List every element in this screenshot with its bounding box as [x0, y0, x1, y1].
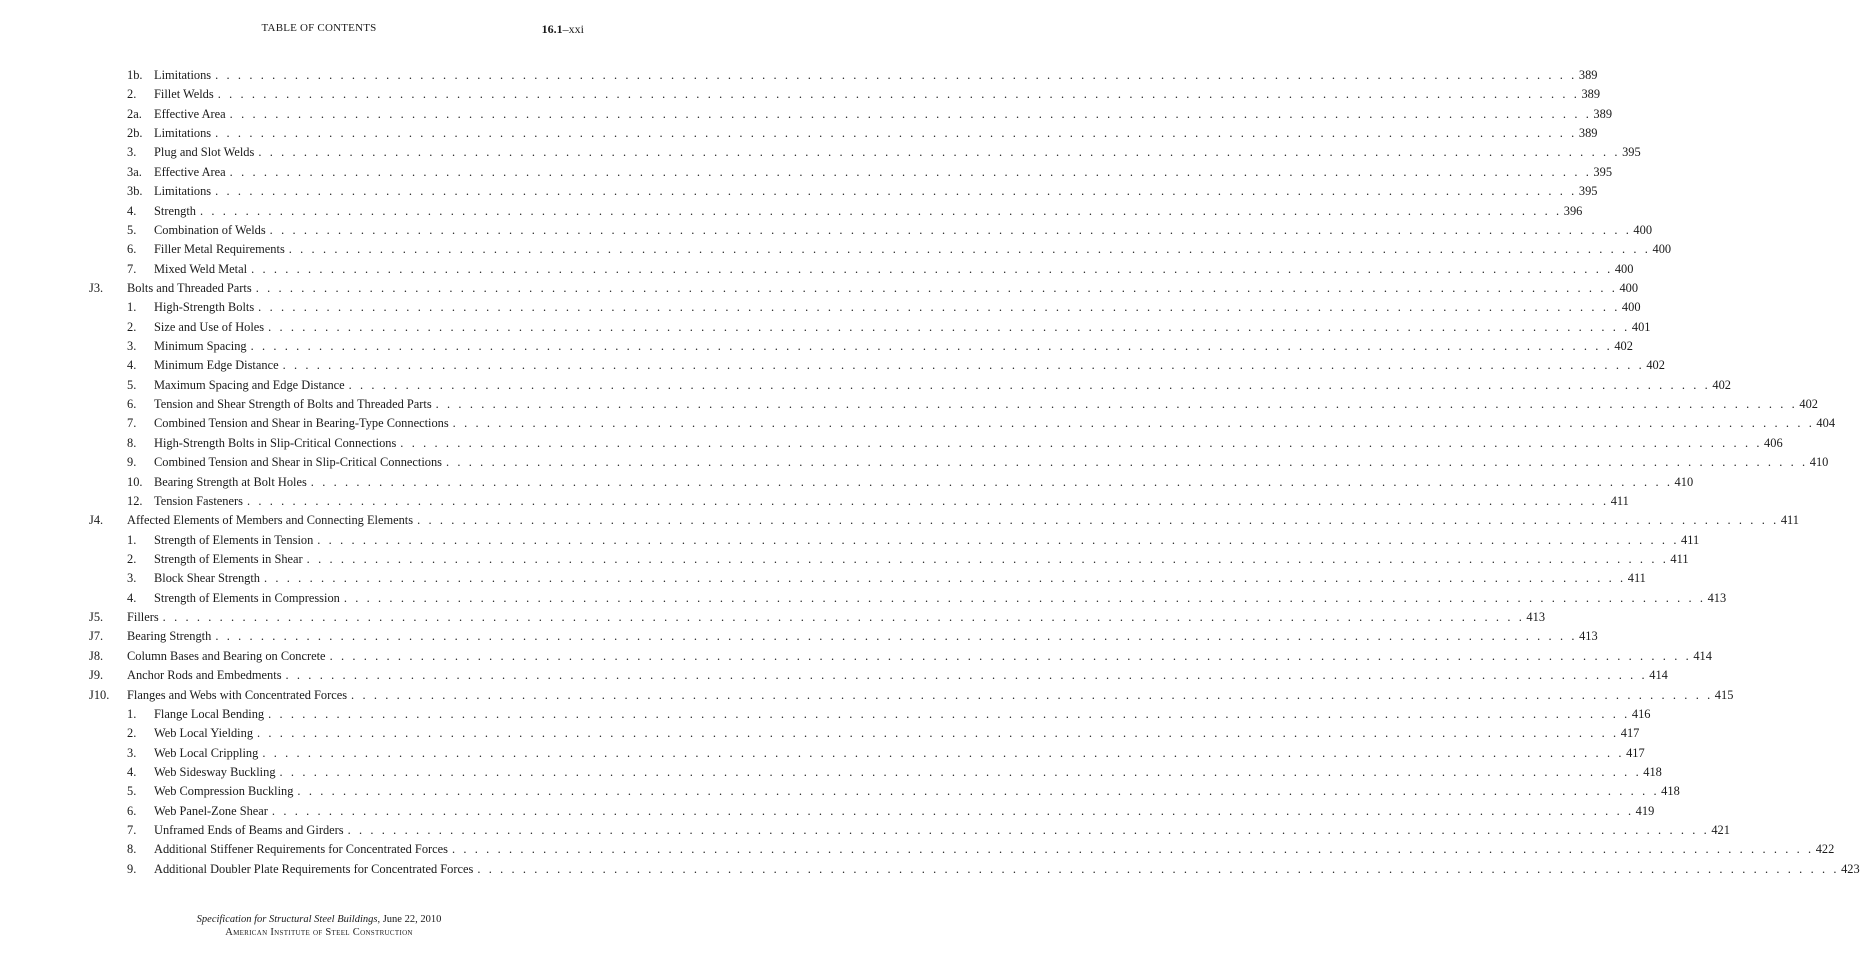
dot-leader: . . . . . . . . . . . . . . . . . . . . . . . . . . . . . . . . . . . . . . . . . . . . . . . . . . . . . . . . . . . . . . . . . . . . . . . . . . . . . . . . . . . . . . . . . . . . . . . . . . . . . . . . . . . . . . . . . . . . . . . .	[258, 300, 1620, 315]
toc-row	[0, 473, 1694, 492]
toc-page-number: 402	[1646, 358, 1665, 373]
toc-entry	[154, 860, 1860, 879]
toc-row	[0, 550, 1689, 569]
dot-leader: . . . . . . . . . . . . . . . . . . . . . . . . . . . . . . . . . . . . . . . . . . . . . . . . . . . . . . . . . . . . . . . . . . . . . . . . . . . . . . . . . . . . . . . . . . . . . . . . . . . . . . . . . . . . . . . . . . . . . . . .	[229, 164, 1592, 179]
toc-item-number: 6.	[127, 397, 137, 412]
toc-item-number: 8.	[127, 842, 137, 857]
toc-row	[0, 66, 1598, 85]
toc-row	[0, 608, 1546, 627]
toc-entry	[154, 105, 1613, 124]
toc-entry-title: Bolts and Threaded Parts	[127, 280, 252, 295]
toc-entry-title: High-Strength Bolts in Slip-Critical Connections	[154, 435, 397, 450]
footer-date: , June 22, 2010	[377, 914, 442, 925]
dot-leader: . . . . . . . . . . . . . . . . . . . . . . . . . . . . . . . . . . . . . . . . . . . . . . . . . . . . . . . . . . . . . . . . . . . . . . . . . . . . . . . . . . . . . . . . . . . . . . . . . . . . . . . . . . . . . . . . . . . . . . . .	[229, 106, 1592, 121]
toc-entry	[127, 608, 1546, 627]
toc-section-number: J7.	[89, 629, 104, 644]
toc-row	[0, 627, 1598, 646]
toc-entry	[154, 550, 1689, 569]
table-of-contents	[0, 66, 1860, 879]
toc-entry-title: Web Sidesway Buckling	[154, 764, 276, 779]
toc-row	[0, 453, 1829, 472]
toc-entry-title: Size and Use of Holes	[154, 319, 265, 334]
toc-page-number: 389	[1581, 87, 1601, 102]
toc-section-number: J3.	[89, 280, 104, 295]
toc-entry-title: Minimum Edge Distance	[154, 358, 279, 373]
toc-row	[0, 298, 1641, 317]
toc-page-number: 395	[1578, 184, 1598, 199]
toc-entry-title: Tension Fasteners	[154, 493, 243, 508]
toc-item-number: 7.	[127, 261, 137, 276]
toc-entry	[154, 821, 1730, 840]
toc-entry	[154, 414, 1836, 433]
toc-entry-title: Combined Tension and Shear in Bearing-Type Connections	[154, 416, 449, 431]
toc-entry-title: Tension and Shear Strength of Bolts and Threaded Parts	[154, 397, 432, 412]
toc-row	[0, 860, 1860, 879]
toc-section-number: J10.	[89, 687, 110, 702]
footer-publisher: American Institute of Steel Construction	[225, 927, 413, 938]
toc-page-number: 419	[1635, 803, 1655, 818]
toc-entry-title: Effective Area	[154, 164, 226, 179]
page-footer	[0, 913, 638, 939]
toc-row	[0, 414, 1836, 433]
toc-page-number: 414	[1649, 668, 1668, 683]
toc-entry	[154, 840, 1835, 859]
footer-spec-title: Specification for Structural Steel Buildings	[196, 914, 378, 925]
toc-page-number: 410	[1674, 474, 1694, 489]
dot-leader: . . . . . . . . . . . . . . . . . . . . . . . . . . . . . . . . . . . . . . . . . . . . . . . . . . . . . . . . . . . . . . . . . . . . . . . . . . . . . . . . . . . . . . . . . . . . . . . . . . . . . . . . . . . . . . . . . . . . . . . .	[282, 358, 1645, 373]
toc-entry	[127, 647, 1712, 666]
dot-leader: . . . . . . . . . . . . . . . . . . . . . . . . . . . . . . . . . . . . . . . . . . . . . . . . . . . . . . . . . . . . . . . . . . . . . . . . . . . . . . . . . . . . . . . . . . . . . . . . . . . . . . . . . . . . . . . . . . . . . . . .	[215, 68, 1577, 82]
toc-row	[0, 589, 1727, 608]
dot-leader: . . . . . . . . . . . . . . . . . . . . . . . . . . . . . . . . . . . . . . . . . . . . . . . . . . . . . . . . . . . . . . . . . . . . . . . . . . . . . . . . . . . . . . . . . . . . . . . . . . . . . . . . . . . . . . . . . . . . . . . .	[285, 668, 1648, 683]
toc-entry-title: Web Compression Buckling	[154, 784, 294, 799]
dot-leader: . . . . . . . . . . . . . . . . . . . . . . . . . . . . . . . . . . . . . . . . . . . . . . . . . . . . . . . . . . . . . . . . . . . . . . . . . . . . . . . . . . . . . . . . . . . . . . . . . . . . . . . . . . . . . . . . . . . . . . . .	[446, 455, 1808, 470]
toc-page-number: 395	[1622, 145, 1641, 160]
dot-leader: . . . . . . . . . . . . . . . . . . . . . . . . . . . . . . . . . . . . . . . . . . . . . . . . . . . . . . . . . . . . . . . . . . . . . . . . . . . . . . . . . . . . . . . . . . . . . . . . . . . . . . . . . . . . . . . . . . . . . . . .	[351, 687, 1713, 702]
dot-leader: . . . . . . . . . . . . . . . . . . . . . . . . . . . . . . . . . . . . . . . . . . . . . . . . . . . . . . . . . . . . . . . . . . . . . . . . . . . . . . . . . . . . . . . . . . . . . . . . . . . . . . . . . . . . . . . . . . . . . . . .	[246, 493, 1609, 508]
toc-entry	[154, 802, 1655, 821]
toc-page-number: 416	[1631, 706, 1651, 721]
dot-leader: . . . . . . . . . . . . . . . . . . . . . . . . . . . . . . . . . . . . . . . . . . . . . . . . . . . . . . . . . . . . . . . . . . . . . . . . . . . . . . . . . . . . . . . . . . . . . . . . . . . . . . . . . . . . . . . . . . . . . . . .	[348, 377, 1711, 392]
toc-page-number: 413	[1707, 590, 1727, 605]
dot-leader: . . . . . . . . . . . . . . . . . . . . . . . . . . . . . . . . . . . . . . . . . . . . . . . . . . . . . . . . . . . . . . . . . . . . . . . . . . . . . . . . . . . . . . . . . . . . . . . . . . . . . . . . . . . . . . . . . . . . . . . .	[215, 126, 1577, 141]
toc-page-number: 401	[1631, 319, 1651, 334]
toc-entry-title: Web Local Crippling	[154, 745, 259, 760]
toc-page-number: 414	[1693, 648, 1712, 663]
dot-leader: . . . . . . . . . . . . . . . . . . . . . . . . . . . . . . . . . . . . . . . . . . . . . . . . . . . . . . . . . . . . . . . . . . . . . . . . . . . . . . . . . . . . . . . . . . . . . . . . . . . . . . . . . . . . . . . . . . . . . . . .	[251, 261, 1613, 276]
toc-page-number: 411	[1670, 551, 1689, 566]
toc-entry	[154, 782, 1680, 801]
toc-entry-title: Plug and Slot Welds	[154, 145, 255, 160]
toc-page-number: 411	[1610, 493, 1629, 508]
toc-item-number: 5.	[127, 222, 137, 237]
toc-page-number: 418	[1661, 784, 1680, 799]
toc-row	[0, 686, 1734, 705]
toc-item-number: 2.	[127, 726, 137, 741]
toc-page-number: 396	[1563, 203, 1583, 218]
toc-row	[0, 492, 1629, 511]
toc-row	[0, 318, 1651, 337]
toc-row	[0, 434, 1783, 453]
toc-item-number: 9.	[127, 455, 137, 470]
toc-entry	[154, 492, 1629, 511]
toc-page-number: 402	[1614, 339, 1633, 354]
toc-entry-title: Column Bases and Bearing on Concrete	[127, 648, 326, 663]
toc-row	[0, 511, 1799, 530]
toc-row	[0, 531, 1700, 550]
page-number-roman: –xxi	[562, 22, 584, 36]
dot-leader: . . . . . . . . . . . . . . . . . . . . . . . . . . . . . . . . . . . . . . . . . . . . . . . . . . . . . . . . . . . . . . . . . . . . . . . . . . . . . . . . . . . . . . . . . . . . . . . . . . . . . . . . . . . . . . . . . . . . . . . .	[255, 280, 1618, 295]
dot-leader: . . . . . . . . . . . . . . . . . . . . . . . . . . . . . . . . . . . . . . . . . . . . . . . . . . . . . . . . . . . . . . . . . . . . . . . . . . . . . . . . . . . . . . . . . . . . . . . . . . . . . . . . . . . . . . . . . . . . . . . .	[417, 513, 1779, 528]
toc-row	[0, 163, 1613, 182]
toc-entry	[154, 163, 1613, 182]
toc-entry	[154, 724, 1640, 743]
dot-leader: . . . . . . . . . . . . . . . . . . . . . . . . . . . . . . . . . . . . . . . . . . . . . . . . . . . . . . . . . . . . . . . . . . . . . . . . . . . . . . . . . . . . . . . . . . . . . . . . . . . . . . . . . . . . . . . . . . . . . . . .	[215, 184, 1577, 199]
toc-entry	[154, 337, 1633, 356]
toc-page-number: 400	[1652, 242, 1672, 257]
toc-page-number: 417	[1620, 726, 1640, 741]
dot-leader: . . . . . . . . . . . . . . . . . . . . . . . . . . . . . . . . . . . . . . . . . . . . . . . . . . . . . . . . . . . . . . . . . . . . . . . . . . . . . . . . . . . . . . . . . . . . . . . . . . . . . . . . . . . . . . . . . . . . . . . .	[306, 551, 1669, 566]
toc-section-number: J4.	[89, 513, 104, 528]
toc-entry-title: Bearing Strength	[127, 629, 212, 644]
toc-item-number: 1b.	[127, 68, 143, 82]
toc-page-number: 411	[1780, 513, 1799, 528]
toc-item-number: 2b.	[127, 126, 143, 141]
toc-row	[0, 647, 1712, 666]
toc-entry-title: Bearing Strength at Bolt Holes	[154, 474, 307, 489]
dot-leader: . . . . . . . . . . . . . . . . . . . . . . . . . . . . . . . . . . . . . . . . . . . . . . . . . . . . . . . . . . . . . . . . . . . . . . . . . . . . . . . . . . . . . . . . . . . . . . . . . . . . . . . . . . . . . . . . . . . . . . . .	[200, 203, 1562, 218]
toc-item-number: 3.	[127, 339, 137, 354]
toc-section-number: J8.	[89, 648, 104, 663]
toc-entry	[154, 705, 1651, 724]
toc-page-number: 389	[1578, 126, 1598, 141]
toc-item-number: 5.	[127, 784, 137, 799]
toc-entry-title: Limitations	[154, 68, 212, 82]
dot-leader: . . . . . . . . . . . . . . . . . . . . . . . . . . . . . . . . . . . . . . . . . . . . . . . . . . . . . . . . . . . . . . . . . . . . . . . . . . . . . . . . . . . . . . . . . . . . . . . . . . . . . . . . . . . . . . . . . . . . . . . .	[257, 726, 1619, 741]
toc-item-number: 12.	[127, 493, 143, 508]
toc-page-number: 400	[1633, 222, 1653, 237]
toc-entry	[154, 531, 1700, 550]
toc-page-number: 410	[1809, 455, 1829, 470]
toc-entry	[127, 627, 1598, 646]
toc-page-number: 418	[1643, 764, 1662, 779]
toc-page-number: 423	[1841, 861, 1860, 876]
toc-page-number: 413	[1579, 629, 1598, 644]
toc-item-number: 2.	[127, 319, 137, 334]
toc-item-number: 3b.	[127, 184, 143, 199]
toc-row	[0, 840, 1835, 859]
toc-page-number: 402	[1799, 397, 1818, 412]
toc-row	[0, 569, 1646, 588]
toc-entry-title: Strength of Elements in Compression	[154, 590, 340, 605]
toc-entry-title: Mixed Weld Metal	[154, 261, 248, 276]
dot-leader: . . . . . . . . . . . . . . . . . . . . . . . . . . . . . . . . . . . . . . . . . . . . . . . . . . . . . . . . . . . . . . . . . . . . . . . . . . . . . . . . . . . . . . . . . . . . . . . . . . . . . . . . . . . . . . . . . . . . . . . .	[217, 87, 1580, 102]
toc-row	[0, 666, 1668, 685]
toc-entry-title: Flange Local Bending	[154, 706, 265, 721]
dot-leader: . . . . . . . . . . . . . . . . . . . . . . . . . . . . . . . . . . . . . . . . . . . . . . . . . . . . . . . . . . . . . . . . . . . . . . . . . . . . . . . . . . . . . . . . . . . . . . . . . . . . . . . . . . . . . . . . . . . . . . . .	[317, 532, 1680, 547]
toc-row	[0, 724, 1640, 743]
toc-page-number: 389	[1593, 106, 1613, 121]
toc-entry-title: Maximum Spacing and Edge Distance	[154, 377, 345, 392]
toc-entry-title: Limitations	[154, 126, 212, 141]
toc-entry-title: Additional Doubler Plate Requirements for Concentrated Forces	[154, 861, 474, 876]
toc-item-number: 3.	[127, 145, 137, 160]
toc-entry-title: Additional Stiffener Requirements for Concentrated Forces	[154, 842, 448, 857]
toc-item-number: 6.	[127, 242, 137, 257]
toc-page-number: 402	[1712, 377, 1731, 392]
toc-entry-title: High-Strength Bolts	[154, 300, 255, 315]
toc-entry	[154, 763, 1662, 782]
toc-section-number: J5.	[89, 610, 104, 625]
dot-leader: . . . . . . . . . . . . . . . . . . . . . . . . . . . . . . . . . . . . . . . . . . . . . . . . . . . . . . . . . . . . . . . . . . . . . . . . . . . . . . . . . . . . . . . . . . . . . . . . . . . . . . . . . . . . . . . . . . . . . . . .	[452, 416, 1815, 431]
running-header-title: TABLE OF CONTENTS	[261, 22, 377, 34]
toc-page-number: 395	[1593, 164, 1613, 179]
toc-entry	[154, 395, 1818, 414]
dot-leader: . . . . . . . . . . . . . . . . . . . . . . . . . . . . . . . . . . . . . . . . . . . . . . . . . . . . . . . . . . . . . . . . . . . . . . . . . . . . . . . . . . . . . . . . . . . . . . . . . . . . . . . . . . . . . . . . . . . . . . . .	[268, 319, 1630, 334]
toc-entry-title: Combined Tension and Shear in Slip-Critical Connections	[154, 455, 442, 470]
toc-entry-title: Block Shear Strength	[154, 571, 260, 586]
toc-item-number: 1.	[127, 532, 137, 547]
page-number-section: 16.1	[541, 22, 563, 36]
toc-item-number: 1.	[127, 706, 137, 721]
toc-row	[0, 182, 1598, 201]
toc-entry-title: Limitations	[154, 184, 212, 199]
toc-entry	[154, 589, 1727, 608]
toc-entry	[154, 744, 1645, 763]
toc-page-number: 413	[1526, 610, 1546, 625]
toc-entry-title: Web Local Yielding	[154, 726, 254, 741]
toc-page-number: 400	[1621, 300, 1641, 315]
toc-entry-title: Strength	[154, 203, 196, 218]
toc-entry-title: Combination of Welds	[154, 222, 266, 237]
toc-page-number: 417	[1626, 745, 1645, 760]
dot-leader: . . . . . . . . . . . . . . . . . . . . . . . . . . . . . . . . . . . . . . . . . . . . . . . . . . . . . . . . . . . . . . . . . . . . . . . . . . . . . . . . . . . . . . . . . . . . . . . . . . . . . . . . . . . . . . . . . . . . . . . .	[271, 803, 1634, 818]
toc-row	[0, 202, 1583, 221]
toc-entry-title: Filler Metal Requirements	[154, 242, 285, 257]
toc-entry	[154, 434, 1783, 453]
dot-leader: . . . . . . . . . . . . . . . . . . . . . . . . . . . . . . . . . . . . . . . . . . . . . . . . . . . . . . . . . . . . . . . . . . . . . . . . . . . . . . . . . . . . . . . . . . . . . . . . . . . . . . . . . . . . . . . . . . . . . . . .	[347, 823, 1710, 838]
toc-row	[0, 782, 1680, 801]
toc-entry-title: Strength of Elements in Tension	[154, 532, 314, 547]
toc-page-number: 422	[1815, 842, 1835, 857]
toc-entry-title: Minimum Spacing	[154, 339, 247, 354]
toc-item-number: 10.	[127, 474, 143, 489]
toc-item-number: 7.	[127, 823, 137, 838]
toc-entry-title: Effective Area	[154, 106, 226, 121]
toc-row	[0, 337, 1633, 356]
toc-page-number: 411	[1627, 571, 1646, 586]
dot-leader: . . . . . . . . . . . . . . . . . . . . . . . . . . . . . . . . . . . . . . . . . . . . . . . . . . . . . . . . . . . . . . . . . . . . . . . . . . . . . . . . . . . . . . . . . . . . . . . . . . . . . . . . . . . . . . . . . . . . . . . .	[215, 629, 1578, 644]
dot-leader: . . . . . . . . . . . . . . . . . . . . . . . . . . . . . . . . . . . . . . . . . . . . . . . . . . . . . . . . . . . . . . . . . . . . . . . . . . . . . . . . . . . . . . . . . . . . . . . . . . . . . . . . . . . . . . . . . . . . . . . .	[250, 339, 1613, 354]
toc-item-number: 4.	[127, 358, 137, 373]
toc-entry	[154, 240, 1672, 259]
toc-item-number: 3a.	[127, 164, 142, 179]
dot-leader: . . . . . . . . . . . . . . . . . . . . . . . . . . . . . . . . . . . . . . . . . . . . . . . . . . . . . . . . . . . . . . . . . . . . . . . . . . . . . . . . . . . . . . . . . . . . . . . . . . . . . . . . . . . . . . . . . . . . . . . .	[264, 571, 1626, 586]
toc-entry	[154, 260, 1634, 279]
toc-item-number: 4.	[127, 764, 137, 779]
toc-section-number: J9.	[89, 668, 104, 683]
toc-entry	[127, 686, 1734, 705]
toc-entry-title: Fillers	[127, 610, 159, 625]
dot-leader: . . . . . . . . . . . . . . . . . . . . . . . . . . . . . . . . . . . . . . . . . . . . . . . . . . . . . . . . . . . . . . . . . . . . . . . . . . . . . . . . . . . . . . . . . . . . . . . . . . . . . . . . . . . . . . . . . . . . . . . .	[258, 145, 1621, 160]
toc-entry-title: Unframed Ends of Beams and Girders	[154, 823, 344, 838]
running-header	[0, 22, 638, 42]
toc-row	[0, 763, 1662, 782]
dot-leader: . . . . . . . . . . . . . . . . . . . . . . . . . . . . . . . . . . . . . . . . . . . . . . . . . . . . . . . . . . . . . . . . . . . . . . . . . . . . . . . . . . . . . . . . . . . . . . . . . . . . . . . . . . . . . . . . . . . . . . . .	[288, 242, 1651, 257]
toc-entry-title: Flanges and Webs with Concentrated Forces	[127, 687, 348, 702]
toc-entry	[154, 221, 1653, 240]
toc-entry-title: Anchor Rods and Embedments	[127, 668, 282, 683]
toc-entry	[154, 298, 1641, 317]
dot-leader: . . . . . . . . . . . . . . . . . . . . . . . . . . . . . . . . . . . . . . . . . . . . . . . . . . . . . . . . . . . . . . . . . . . . . . . . . . . . . . . . . . . . . . . . . . . . . . . . . . . . . . . . . . . . . . . . . . . . . . . .	[477, 861, 1840, 876]
toc-item-number: 9.	[127, 861, 137, 876]
toc-entry	[127, 666, 1668, 685]
dot-leader: . . . . . . . . . . . . . . . . . . . . . . . . . . . . . . . . . . . . . . . . . . . . . . . . . . . . . . . . . . . . . . . . . . . . . . . . . . . . . . . . . . . . . . . . . . . . . . . . . . . . . . . . . . . . . . . . . . . . . . . .	[162, 610, 1525, 625]
toc-row	[0, 802, 1655, 821]
toc-row	[0, 221, 1653, 240]
toc-row	[0, 279, 1639, 298]
toc-item-number: 6.	[127, 803, 137, 818]
toc-item-number: 8.	[127, 435, 137, 450]
toc-entry	[154, 569, 1646, 588]
toc-entry-title: Web Panel-Zone Shear	[154, 803, 268, 818]
toc-entry	[154, 453, 1829, 472]
toc-item-number: 1.	[127, 300, 137, 315]
dot-leader: . . . . . . . . . . . . . . . . . . . . . . . . . . . . . . . . . . . . . . . . . . . . . . . . . . . . . . . . . . . . . . . . . . . . . . . . . . . . . . . . . . . . . . . . . . . . . . . . . . . . . . . . . . . . . . . . . . . . . . . .	[269, 222, 1632, 237]
dot-leader: . . . . . . . . . . . . . . . . . . . . . . . . . . . . . . . . . . . . . . . . . . . . . . . . . . . . . . . . . . . . . . . . . . . . . . . . . . . . . . . . . . . . . . . . . . . . . . . . . . . . . . . . . . . . . . . . . . . . . . . .	[268, 706, 1630, 721]
toc-page-number: 404	[1816, 416, 1836, 431]
toc-item-number: 7.	[127, 416, 137, 431]
toc-page-number: 406	[1764, 435, 1783, 450]
toc-row	[0, 705, 1651, 724]
toc-row	[0, 260, 1634, 279]
toc-page-number: 400	[1619, 280, 1639, 295]
toc-entry	[154, 356, 1665, 375]
toc-entry	[154, 124, 1598, 143]
toc-row	[0, 821, 1730, 840]
toc-entry	[154, 143, 1641, 162]
toc-row	[0, 105, 1613, 124]
toc-item-number: 2a.	[127, 106, 142, 121]
toc-item-number: 5.	[127, 377, 137, 392]
toc-entry	[127, 279, 1639, 298]
toc-item-number: 2.	[127, 87, 137, 102]
dot-leader: . . . . . . . . . . . . . . . . . . . . . . . . . . . . . . . . . . . . . . . . . . . . . . . . . . . . . . . . . . . . . . . . . . . . . . . . . . . . . . . . . . . . . . . . . . . . . . . . . . . . . . . . . . . . . . . . . . . . . . . .	[400, 435, 1763, 450]
toc-page-number: 389	[1578, 68, 1598, 82]
toc-row	[0, 85, 1601, 104]
toc-item-number: 4.	[127, 590, 137, 605]
dot-leader: . . . . . . . . . . . . . . . . . . . . . . . . . . . . . . . . . . . . . . . . . . . . . . . . . . . . . . . . . . . . . . . . . . . . . . . . . . . . . . . . . . . . . . . . . . . . . . . . . . . . . . . . . . . . . . . . . . . . . . . .	[310, 474, 1673, 489]
toc-entry	[154, 182, 1598, 201]
dot-leader: . . . . . . . . . . . . . . . . . . . . . . . . . . . . . . . . . . . . . . . . . . . . . . . . . . . . . . . . . . . . . . . . . . . . . . . . . . . . . . . . . . . . . . . . . . . . . . . . . . . . . . . . . . . . . . . . . . . . . . . .	[329, 648, 1692, 663]
toc-item-number: 3.	[127, 571, 137, 586]
page-number	[542, 22, 584, 37]
dot-leader: . . . . . . . . . . . . . . . . . . . . . . . . . . . . . . . . . . . . . . . . . . . . . . . . . . . . . . . . . . . . . . . . . . . . . . . . . . . . . . . . . . . . . . . . . . . . . . . . . . . . . . . . . . . . . . . . . . . . . . . .	[343, 590, 1706, 605]
dot-leader: . . . . . . . . . . . . . . . . . . . . . . . . . . . . . . . . . . . . . . . . . . . . . . . . . . . . . . . . . . . . . . . . . . . . . . . . . . . . . . . . . . . . . . . . . . . . . . . . . . . . . . . . . . . . . . . . . . . . . . . .	[279, 764, 1642, 779]
dot-leader: . . . . . . . . . . . . . . . . . . . . . . . . . . . . . . . . . . . . . . . . . . . . . . . . . . . . . . . . . . . . . . . . . . . . . . . . . . . . . . . . . . . . . . . . . . . . . . . . . . . . . . . . . . . . . . . . . . . . . . . .	[451, 842, 1814, 857]
toc-row	[0, 395, 1818, 414]
toc-entry	[154, 376, 1731, 395]
toc-page-number: 400	[1614, 261, 1634, 276]
toc-item-number: 4.	[127, 203, 137, 218]
toc-entry	[127, 511, 1799, 530]
toc-entry	[154, 202, 1583, 221]
toc-row	[0, 124, 1598, 143]
toc-entry-title: Affected Elements of Members and Connecting Elements	[127, 513, 414, 528]
toc-row	[0, 356, 1665, 375]
toc-page-number: 421	[1711, 823, 1730, 838]
toc-row	[0, 240, 1672, 259]
dot-leader: . . . . . . . . . . . . . . . . . . . . . . . . . . . . . . . . . . . . . . . . . . . . . . . . . . . . . . . . . . . . . . . . . . . . . . . . . . . . . . . . . . . . . . . . . . . . . . . . . . . . . . . . . . . . . . . . . . . . . . . .	[297, 784, 1660, 799]
toc-entry	[154, 318, 1651, 337]
dot-leader: . . . . . . . . . . . . . . . . . . . . . . . . . . . . . . . . . . . . . . . . . . . . . . . . . . . . . . . . . . . . . . . . . . . . . . . . . . . . . . . . . . . . . . . . . . . . . . . . . . . . . . . . . . . . . . . . . . . . . . . .	[435, 397, 1798, 412]
toc-page-number: 411	[1681, 532, 1700, 547]
toc-item-number: 3.	[127, 745, 137, 760]
toc-entry-title: Fillet Welds	[154, 87, 214, 102]
toc-item-number: 2.	[127, 551, 137, 566]
toc-row	[0, 143, 1641, 162]
toc-page-number: 415	[1714, 687, 1734, 702]
toc-row	[0, 376, 1731, 395]
toc-entry	[154, 85, 1601, 104]
toc-entry	[154, 66, 1598, 85]
toc-row	[0, 744, 1645, 763]
dot-leader: . . . . . . . . . . . . . . . . . . . . . . . . . . . . . . . . . . . . . . . . . . . . . . . . . . . . . . . . . . . . . . . . . . . . . . . . . . . . . . . . . . . . . . . . . . . . . . . . . . . . . . . . . . . . . . . . . . . . . . . .	[262, 745, 1625, 760]
toc-entry	[154, 473, 1694, 492]
toc-entry-title: Strength of Elements in Shear	[154, 551, 303, 566]
